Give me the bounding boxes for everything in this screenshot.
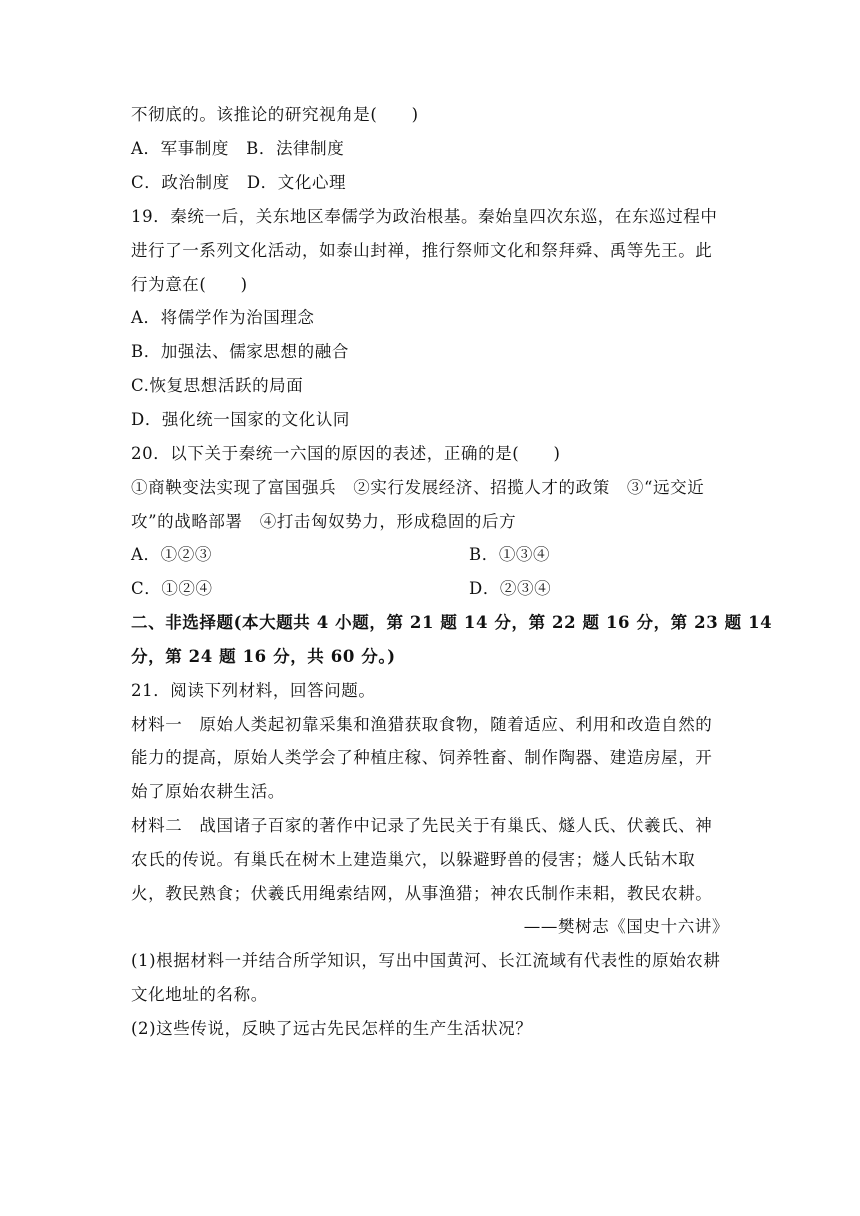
q19-option-a: A．将儒学作为治国理念 [131, 308, 315, 327]
q21-material2-line2: 农氏的传说。有巢氏在树木上建造巢穴，以躲避野兽的侵害；燧人氏钻木取 [131, 850, 696, 869]
q20-option-a: A．①②③ [131, 545, 212, 564]
q18-stem-tail: 不彻底的。该推论的研究视角是( ) [131, 105, 419, 124]
q21-sub1-line1: (1)根据材料一并结合所学知识，写出中国黄河、长江流域有代表性的原始农耕 [131, 951, 721, 970]
q19-stem-line1: 19．秦统一后，关东地区奉儒学为政治根基。秦始皇四次东巡，在东巡过程中 [131, 207, 718, 226]
section2-heading-line1: 二、非选择题(本大题共 4 小题，第 21 题 14 分，第 22 题 16 分，第 23 题 14 [131, 613, 773, 632]
q20-option-b: B．①③④ [469, 545, 551, 564]
q21-material2-line1: 材料二 战国诸子百家的著作中记录了先民关于有巢氏、燧人氏、伏羲氏、神 [131, 816, 713, 835]
q18-options-ab: A．军事制度 B．法律制度 [131, 139, 345, 158]
q21-material1-line2: 能力的提高，原始人类学会了种植庄稼、饲养牲畜、制作陶器、建造房屋，开 [131, 748, 713, 767]
q18-options-cd: C．政治制度 D．文化心理 [131, 173, 347, 192]
q20-option-d: D．②③④ [469, 579, 552, 598]
q21-material1-line1: 材料一 原始人类起初靠采集和渔猎获取食物，随着适应、利用和改造自然的 [131, 715, 713, 734]
q20-items-line1: ①商鞅变法实现了富国强兵 ②实行发展经济、招揽人才的政策 ③“远交近 [131, 478, 705, 497]
q21-sub2: (2)这些传说，反映了远古先民怎样的生产生活状况？ [131, 1019, 533, 1038]
q19-stem-line2: 进行了一系列文化活动，如泰山封禅，推行祭师文化和祭拜舜、禹等先王。此 [131, 241, 713, 260]
q21-source-citation: ——樊树志《国史十六讲》 [523, 917, 729, 936]
section2-heading-line2: 分，第 24 题 16 分，共 60 分。) [131, 647, 396, 666]
q20-stem: 20．以下关于秦统一六国的原因的表述，正确的是( ) [131, 444, 561, 463]
q21-material2-line3: 火，教民熟食；伏羲氏用绳索结网，从事渔猎；神农氏制作耒耜，教民农耕。 [131, 884, 713, 903]
q21-stem: 21．阅读下列材料，回答问题。 [131, 681, 376, 700]
q19-stem-line3: 行为意在( ) [131, 275, 248, 294]
q19-option-c: C.恢复思想活跃的局面 [131, 376, 304, 395]
q20-items-line2: 攻”的战略部署 ④打击匈奴势力，形成稳固的后方 [131, 512, 517, 531]
q20-option-c: C．①②④ [131, 579, 213, 598]
q19-option-d: D．强化统一国家的文化认同 [131, 410, 351, 429]
q21-material1-line3: 始了原始农耕生活。 [131, 782, 285, 801]
q21-sub1-line2: 文化地址的名称。 [131, 985, 268, 1004]
q19-option-b: B．加强法、儒家思想的融合 [131, 342, 349, 361]
